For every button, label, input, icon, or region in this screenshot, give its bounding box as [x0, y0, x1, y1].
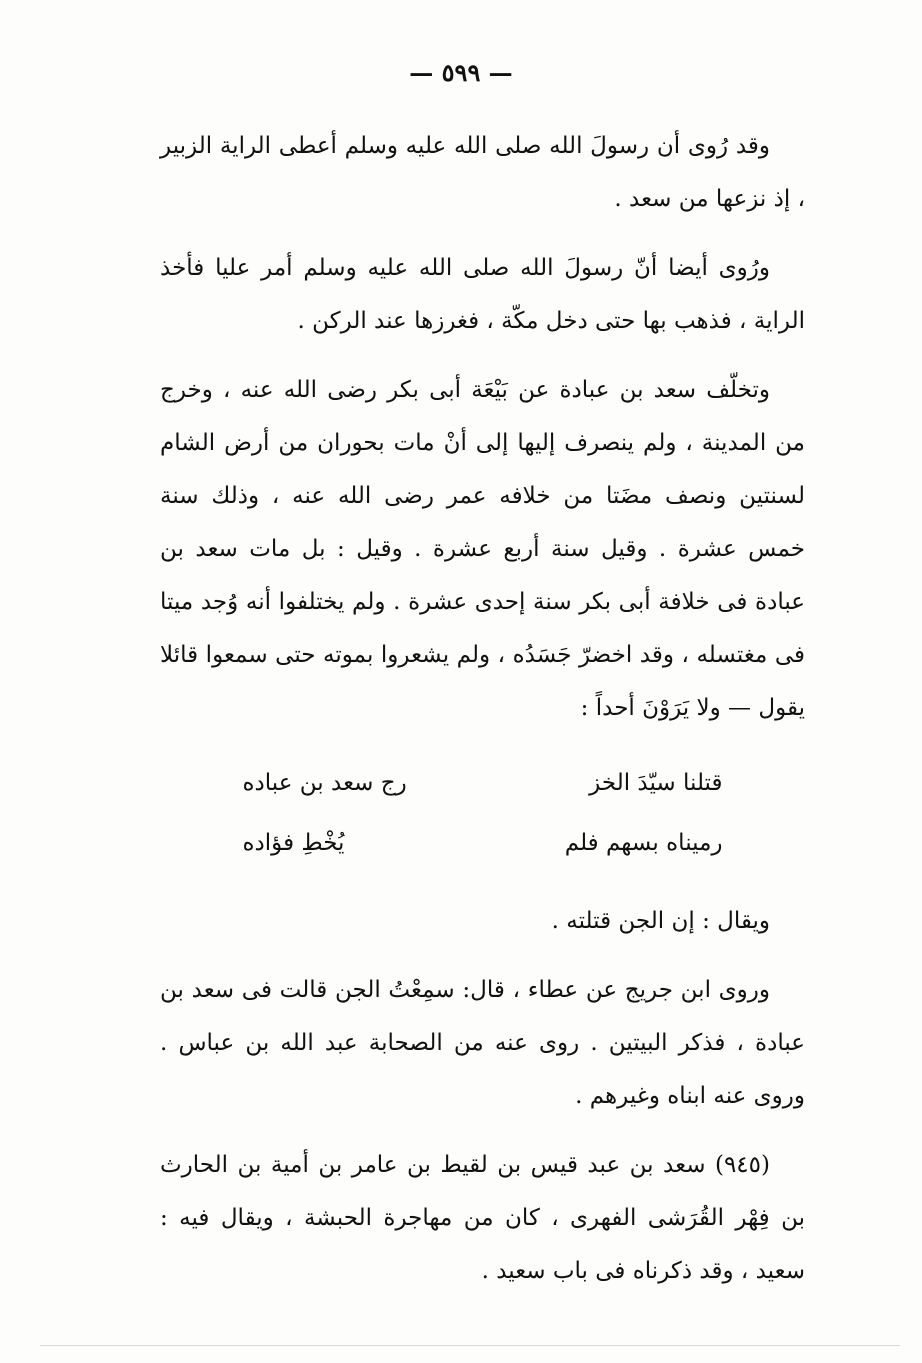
paragraph-zubayr-banner: وقد رُوى أن رسولَ الله صلى الله عليه وسلم أعطى الراية الزبير ، إذ نزعها من سعد .: [160, 133, 805, 212]
poem-verse-1: [243, 753, 723, 813]
poem-verse-2-second-hemistich: يُخْطِ فؤاده: [242, 830, 345, 856]
poem-verse-2: [243, 813, 723, 873]
paragraph-ibn-jurayj: وروى ابن جريج عن عطاء ، قال: سمِعْتُ الجن قالت فى سعد بن عبادة ، فذكر البيتين . روى عنه من الصحابة عبد الله بن عباس . وروى عنه ابناه وغيرهم .: [160, 977, 805, 1109]
page-edge-line: [40, 1345, 900, 1346]
poem-verse-1-first-hemistich: قتلنا سيّدَ الخز: [589, 770, 723, 796]
poem-verse-2-first-hemistich: رميناه بسهم فلم: [564, 830, 723, 856]
page-number: — ٥٩٩ —: [409, 58, 513, 87]
paragraph-jinn: ويقال : إن الجن قتلته .: [551, 908, 770, 934]
page-body: [160, 120, 805, 1314]
paragraph-sad-death: وتخلّف سعد بن عبادة عن بَيْعَة أبى بكر رضى الله عنه ، وخرج من المدينة ، ولم ينصرف إليها إلى أنْ مات بحوران من أرض الشام لسنتين ونصف مضَتا من خلافه عمر رضى الله عنه ، وذلك سنة خمس عشرة . وقيل سنة أربع عشرة . وقيل : بل مات سعد بن عبادة فى خلافة أبى بكر سنة إحدى عشرة . ولم يختلفوا أنه وُجد ميتا فى مغتسله ، وقد اخضرّ جَسَدُه ، ولم يشعروا بموته حتى سمعوا قائلا يقول — ولا يَرَوْنَ أحداً :: [160, 377, 805, 721]
poem-verse-1-second-hemistich: رج سعد بن عباده: [242, 770, 407, 796]
poem: [243, 753, 723, 873]
paragraph-ali-banner: ورُوى أيضا أنّ رسولَ الله صلى الله عليه وسلم أمر عليا فأخذ الراية ، فذهب بها حتى دخل مكّة ، فغرزها عند الركن .: [160, 255, 805, 334]
entry-945: (٩٤٥) سعد بن عبد قيس بن لقيط بن عامر بن أمية بن الحارث بن فِهْر القُرَشى الفهرى ، كان من مهاجرة الحبشة ، ويقال فيه : سعيد ، وقد ذكرناه فى باب سعيد .: [160, 1152, 805, 1284]
